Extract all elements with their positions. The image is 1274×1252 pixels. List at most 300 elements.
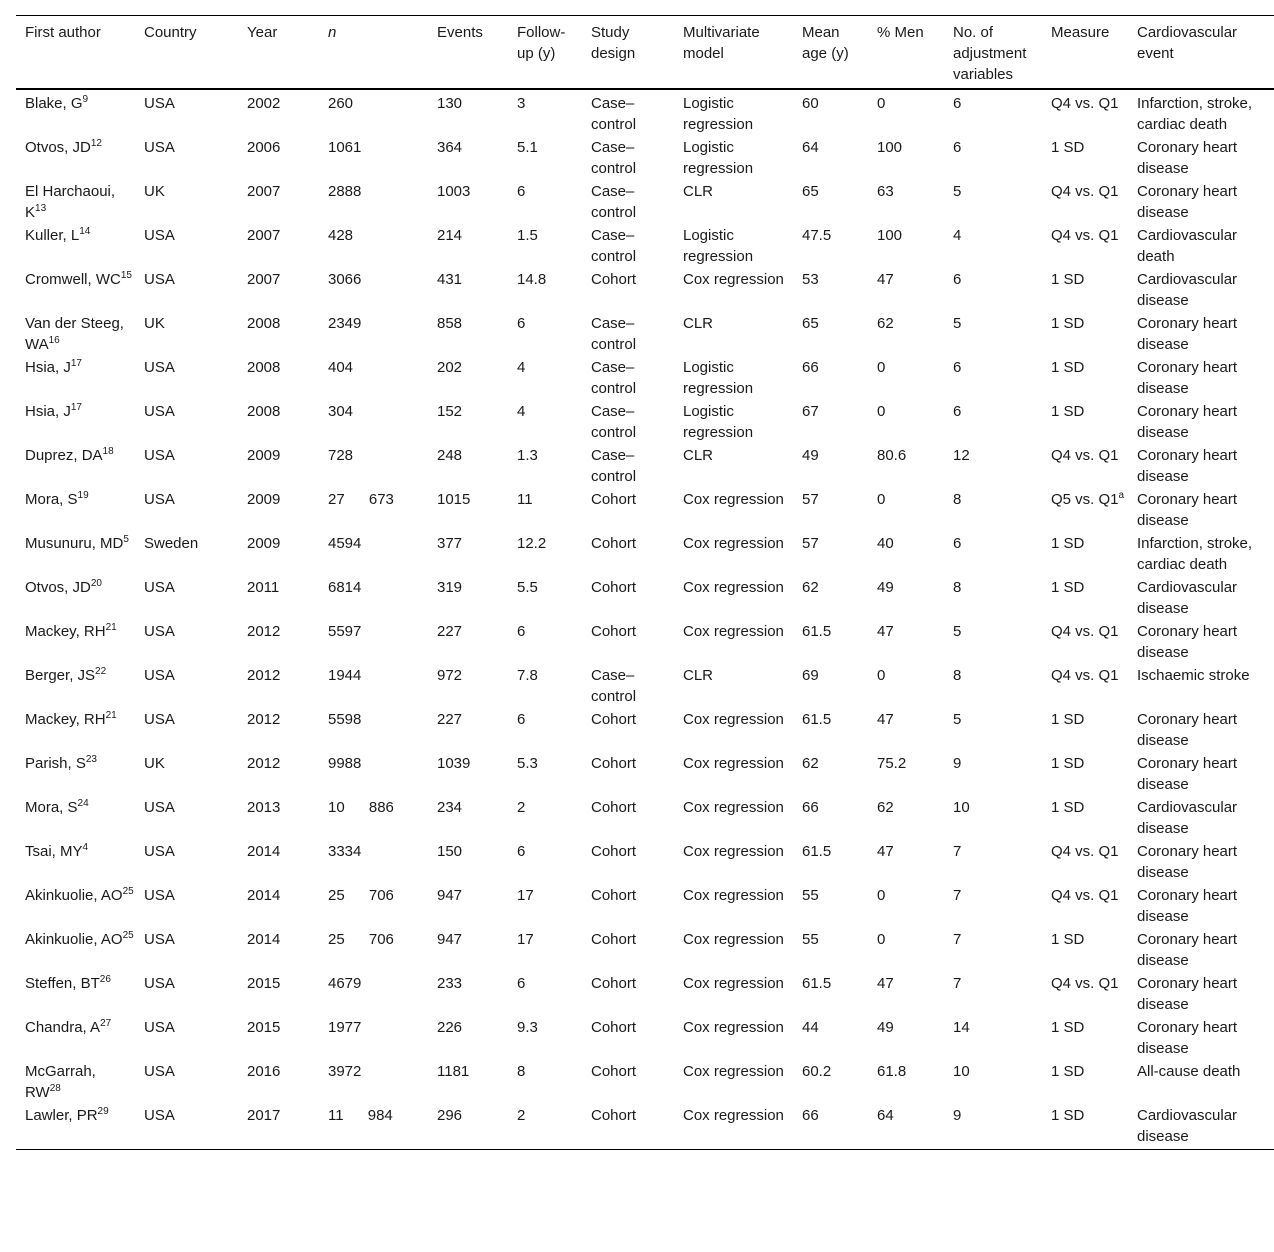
cell-design: Case–control: [591, 227, 637, 265]
table-row: [16, 1016, 1274, 1060]
table-row: [16, 136, 1274, 180]
cell-model: Cox regression: [683, 975, 784, 992]
reference-superscript: 28: [49, 1083, 61, 1094]
cell-men: 47: [877, 843, 894, 860]
cell-followup: 7.8: [517, 667, 538, 684]
cell-model: Cox regression: [683, 1063, 784, 1080]
cell-adjust: 4: [953, 227, 962, 244]
cell-year: 2013: [247, 799, 281, 816]
cell-adjust: 14: [953, 1019, 970, 1036]
column-header-year: Year: [247, 24, 278, 41]
cell-author: Musunuru, $MD^5$: [25, 534, 129, 552]
table-row: [16, 576, 1274, 620]
reference-superscript: 17: [70, 402, 82, 413]
cell-age: 49: [802, 447, 819, 464]
cell-men: 0: [877, 667, 886, 684]
table-header: [16, 16, 1274, 90]
cell-adjust: 9: [953, 755, 962, 772]
cell-followup: 5.1: [517, 139, 538, 156]
cell-measure: 1 SD: [1051, 271, 1085, 288]
cell-followup: 9.3: [517, 1019, 538, 1036]
cell-men: 64: [877, 1107, 894, 1124]
cell-model: CLR: [683, 315, 714, 332]
cell-n: 428: [328, 227, 354, 244]
table-row: [16, 488, 1274, 532]
cell-measure: 1 SD: [1051, 315, 1085, 332]
cell-measure: Q4 vs. Q1: [1051, 95, 1119, 112]
cell-events: 319: [437, 579, 463, 596]
column-header-country: Country: [144, 24, 197, 41]
cell-author: Lawler, PR$^{29}$: [25, 1106, 109, 1124]
cell-age: 57: [802, 491, 819, 508]
cell-men: 0: [877, 887, 886, 904]
cell-men: 80.6: [877, 447, 907, 464]
cell-followup: 17: [517, 887, 534, 904]
table-row: [16, 620, 1274, 664]
reference-superscript: 18: [102, 446, 114, 457]
cell-events: 296: [437, 1107, 463, 1124]
column-header-author: First author: [25, 24, 101, 41]
cell-age: 65: [802, 183, 819, 200]
cell-country: UK: [144, 183, 165, 200]
table-row: [16, 664, 1274, 708]
cell-measure: 1 SD: [1051, 1019, 1085, 1036]
cell-followup: 8: [517, 1063, 526, 1080]
cell-country: USA: [144, 1019, 175, 1036]
cell-year: 2012: [247, 755, 281, 772]
cell-design: Case–control: [591, 139, 637, 177]
cell-adjust: 6: [953, 359, 962, 376]
cell-model: Logistic regression: [683, 359, 754, 397]
cell-year: 2016: [247, 1063, 281, 1080]
reference-superscript: 4: [82, 842, 89, 853]
cell-n: 4679: [328, 975, 362, 992]
reference-superscript: 15: [120, 270, 132, 281]
cell-measure: 1 SD: [1051, 579, 1085, 596]
cell-author: El Harchaoui, $K^{13}$: [25, 183, 116, 221]
cell-age: 60: [802, 95, 819, 112]
cell-age: 47.5: [802, 227, 832, 244]
reference-superscript: 13: [35, 203, 47, 214]
cell-design: Case–control: [591, 667, 637, 705]
cell-men: 62: [877, 315, 894, 332]
reference-superscript: 12: [90, 138, 102, 149]
cell-event: Coronary heart disease: [1137, 843, 1238, 881]
cell-age: 44: [802, 1019, 819, 1036]
footnote-superscript: a: [1118, 490, 1125, 501]
cell-measure: Q4 vs. Q1: [1051, 975, 1119, 992]
cell-model: Cox regression: [683, 887, 784, 904]
table-row: [16, 972, 1274, 1016]
cell-men: 63: [877, 183, 894, 200]
cell-design: Case–control: [591, 315, 637, 353]
table-row: [16, 840, 1274, 884]
cell-year: 2009: [247, 535, 281, 552]
cell-country: USA: [144, 887, 175, 904]
cell-events: 227: [437, 623, 463, 640]
cell-events: 227: [437, 711, 463, 728]
cell-n: 25 706: [328, 887, 394, 904]
cell-model: Cox regression: [683, 491, 784, 508]
cell-author: Parish, $S^{23}$: [25, 754, 97, 772]
cell-n: 728: [328, 447, 354, 464]
cell-men: 61.8: [877, 1063, 907, 1080]
cell-model: Cox regression: [683, 1107, 784, 1124]
cell-adjust: 10: [953, 799, 970, 816]
cell-year: 2011: [247, 579, 280, 596]
cell-author: Chandra, $A^{27}$: [25, 1018, 112, 1036]
cell-author: Blake, $G^9$: [25, 94, 89, 112]
cell-event: Coronary heart disease: [1137, 887, 1238, 925]
reference-superscript: 29: [97, 1106, 109, 1117]
cell-n: 3066: [328, 271, 362, 288]
cell-measure: 1 SD: [1051, 799, 1085, 816]
cell-author: Akinkuolie, AO$^{25}$: [25, 930, 134, 948]
cell-event: Coronary heart disease: [1137, 975, 1238, 1013]
reference-superscript: 23: [85, 754, 97, 765]
cell-model: Cox regression: [683, 271, 784, 288]
cell-events: 226: [437, 1019, 463, 1036]
cell-events: 234: [437, 799, 463, 816]
column-header-measure: Measure: [1051, 24, 1110, 41]
cell-followup: 14.8: [517, 271, 547, 288]
cell-followup: 1.5: [517, 227, 538, 244]
cell-country: UK: [144, 755, 165, 772]
cell-year: 2008: [247, 359, 281, 376]
cell-men: 0: [877, 491, 886, 508]
cell-country: USA: [144, 491, 175, 508]
cell-year: 2009: [247, 491, 281, 508]
cell-event: Coronary heart disease: [1137, 711, 1238, 749]
cell-author: Hsia, $J^{17}$: [25, 358, 82, 376]
table-row: [16, 796, 1274, 840]
table-row: [16, 400, 1274, 444]
cell-year: 2006: [247, 139, 281, 156]
reference-superscript: 19: [77, 490, 89, 501]
cell-author: Mora, $S^{24}$: [25, 798, 89, 816]
cell-event: All-cause death: [1137, 1063, 1241, 1080]
cell-design: Cohort: [591, 931, 637, 948]
cell-events: 431: [437, 271, 463, 288]
cell-event: Coronary heart disease: [1137, 183, 1238, 221]
cell-event: Coronary heart disease: [1137, 623, 1238, 661]
cell-followup: 6: [517, 183, 526, 200]
cell-event: Ischaemic stroke: [1137, 667, 1250, 684]
column-header-n: n: [328, 24, 337, 41]
cell-model: CLR: [683, 667, 714, 684]
column-header-events: Events: [437, 24, 483, 41]
cell-n: 10 886: [328, 799, 394, 816]
cell-n: 6814: [328, 579, 362, 596]
reference-superscript: 25: [122, 930, 134, 941]
cell-design: Case–control: [591, 95, 637, 133]
cell-age: 61.5: [802, 711, 832, 728]
cell-country: USA: [144, 271, 175, 288]
cell-year: 2009: [247, 447, 281, 464]
cell-age: 62: [802, 579, 819, 596]
cell-men: 49: [877, 579, 894, 596]
cell-country: USA: [144, 975, 175, 992]
cell-measure: Q5 vs. Q1$^a$: [1051, 490, 1125, 508]
cell-adjust: 7: [953, 931, 962, 948]
cell-age: 66: [802, 359, 819, 376]
cell-adjust: 8: [953, 491, 962, 508]
cell-n: 9988: [328, 755, 362, 772]
cell-n: 5598: [328, 711, 362, 728]
cell-n: 1977: [328, 1019, 362, 1036]
table-body: [16, 89, 1274, 1150]
cell-n: 404: [328, 359, 354, 376]
cell-author: Kuller, $L^{14}$: [25, 226, 91, 244]
table-row: [16, 884, 1274, 928]
cell-measure: 1 SD: [1051, 755, 1085, 772]
cell-measure: Q4 vs. Q1: [1051, 183, 1119, 200]
cell-age: 67: [802, 403, 819, 420]
column-header-followup: Follow-up (y): [517, 24, 566, 62]
cell-measure: 1 SD: [1051, 1063, 1085, 1080]
cell-year: 2008: [247, 403, 281, 420]
reference-superscript: 27: [100, 1018, 112, 1029]
cell-measure: 1 SD: [1051, 711, 1085, 728]
cell-model: Cox regression: [683, 755, 784, 772]
cell-event: Coronary heart disease: [1137, 447, 1238, 485]
cell-events: 202: [437, 359, 463, 376]
cell-measure: Q4 vs. Q1: [1051, 227, 1119, 244]
cell-event: Coronary heart disease: [1137, 1019, 1238, 1057]
reference-superscript: 5: [123, 534, 129, 545]
cell-adjust: 6: [953, 403, 962, 420]
cell-year: 2012: [247, 667, 281, 684]
cell-author: Berger, JS$^{22}$: [25, 666, 107, 684]
cell-author: Akinkuolie, AO$^{25}$: [25, 886, 134, 904]
cell-event: Cardiovascular disease: [1137, 579, 1238, 617]
cell-followup: 12.2: [517, 535, 547, 552]
cell-followup: 4: [517, 359, 526, 376]
cell-year: 2007: [247, 183, 281, 200]
cell-event: Infarction, stroke, cardiac death: [1137, 95, 1253, 133]
cell-n: 27 673: [328, 491, 394, 508]
cell-age: 55: [802, 931, 819, 948]
cell-measure: Q4 vs. Q1: [1051, 887, 1119, 904]
cell-adjust: 6: [953, 95, 962, 112]
cell-events: 233: [437, 975, 463, 992]
cell-design: Cohort: [591, 535, 637, 552]
cell-model: Cox regression: [683, 623, 784, 640]
cell-country: USA: [144, 447, 175, 464]
cell-country: USA: [144, 359, 175, 376]
table-row: [16, 356, 1274, 400]
cell-men: 75.2: [877, 755, 907, 772]
cell-men: 47: [877, 623, 894, 640]
cell-adjust: 8: [953, 667, 962, 684]
cell-design: Cohort: [591, 271, 637, 288]
cell-men: 47: [877, 271, 894, 288]
cell-followup: 6: [517, 711, 526, 728]
cell-author: Otvos, JD$^{12}$: [25, 138, 102, 156]
cell-country: USA: [144, 227, 175, 244]
cell-measure: Q4 vs. Q1: [1051, 447, 1119, 464]
cell-adjust: 6: [953, 271, 962, 288]
cell-adjust: 6: [953, 535, 962, 552]
table-row: [16, 180, 1274, 224]
study-characteristics-table: [16, 15, 1274, 1150]
cell-year: 2017: [247, 1107, 281, 1124]
cell-men: 0: [877, 359, 886, 376]
cell-adjust: 7: [953, 975, 962, 992]
cell-design: Cohort: [591, 975, 637, 992]
cell-event: Cardiovascular disease: [1137, 799, 1238, 837]
reference-superscript: 24: [77, 798, 89, 809]
reference-superscript: 21: [105, 710, 117, 721]
cell-country: Sweden: [144, 535, 199, 552]
cell-age: 61.5: [802, 623, 832, 640]
table-row: [16, 1104, 1274, 1150]
cell-age: 69: [802, 667, 819, 684]
cell-year: 2012: [247, 711, 281, 728]
cell-design: Cohort: [591, 579, 637, 596]
cell-year: 2007: [247, 227, 281, 244]
cell-event: Coronary heart disease: [1137, 359, 1238, 397]
table-row: [16, 224, 1274, 268]
reference-superscript: 16: [48, 335, 60, 346]
cell-adjust: 7: [953, 887, 962, 904]
cell-n: 1061: [328, 139, 362, 156]
cell-events: 858: [437, 315, 463, 332]
cell-design: Case–control: [591, 403, 637, 441]
cell-age: 66: [802, 1107, 819, 1124]
cell-country: USA: [144, 403, 175, 420]
cell-country: USA: [144, 95, 175, 112]
cell-men: 47: [877, 711, 894, 728]
reference-superscript: 21: [105, 622, 117, 633]
cell-model: Logistic regression: [683, 403, 754, 441]
cell-events: 1181: [437, 1063, 470, 1080]
cell-year: 2015: [247, 1019, 281, 1036]
cell-author: Duprez, DA$^{18}$: [25, 446, 114, 464]
cell-age: 61.5: [802, 843, 832, 860]
cell-followup: 6: [517, 315, 526, 332]
cell-followup: 4: [517, 403, 526, 420]
column-header-age: Mean age (y): [802, 24, 849, 62]
cell-events: 152: [437, 403, 463, 420]
cell-event: Coronary heart disease: [1137, 931, 1238, 969]
cell-adjust: 7: [953, 843, 962, 860]
cell-model: Cox regression: [683, 535, 784, 552]
cell-men: 0: [877, 95, 886, 112]
cell-design: Case–control: [591, 359, 637, 397]
cell-n: 304: [328, 403, 354, 420]
cell-design: Cohort: [591, 711, 637, 728]
cell-country: USA: [144, 139, 175, 156]
table-row: [16, 928, 1274, 972]
cell-design: Cohort: [591, 623, 637, 640]
cell-events: 1039: [437, 755, 471, 772]
cell-events: 150: [437, 843, 463, 860]
cell-n: 25 706: [328, 931, 394, 948]
cell-measure: 1 SD: [1051, 359, 1085, 376]
cell-author: Mackey, RH$^{21}$: [25, 622, 117, 640]
reference-superscript: 9: [82, 94, 89, 105]
cell-events: 248: [437, 447, 463, 464]
cell-measure: 1 SD: [1051, 931, 1085, 948]
column-header-men: % Men: [877, 24, 924, 41]
cell-year: 2002: [247, 95, 281, 112]
table-row: [16, 268, 1274, 312]
cell-measure: 1 SD: [1051, 139, 1085, 156]
cell-country: USA: [144, 623, 175, 640]
cell-age: 55: [802, 887, 819, 904]
cell-events: 1003: [437, 183, 471, 200]
cell-year: 2012: [247, 623, 281, 640]
cell-adjust: 5: [953, 711, 962, 728]
cell-age: 60.2: [802, 1063, 832, 1080]
cell-followup: 17: [517, 931, 534, 948]
column-header-design: Study design: [591, 24, 636, 62]
cell-adjust: 12: [953, 447, 970, 464]
cell-author: Mora, $S^{19}$: [25, 490, 89, 508]
cell-model: Logistic regression: [683, 227, 754, 265]
cell-followup: 6: [517, 623, 526, 640]
cell-event: Cardiovascular death: [1137, 227, 1238, 265]
table-row: [16, 708, 1274, 752]
cell-age: 66: [802, 799, 819, 816]
table-row: [16, 1060, 1274, 1104]
cell-followup: 6: [517, 843, 526, 860]
cell-followup: 2: [517, 799, 526, 816]
cell-design: Cohort: [591, 799, 637, 816]
cell-design: Cohort: [591, 887, 637, 904]
table-row: [16, 752, 1274, 796]
cell-men: 49: [877, 1019, 894, 1036]
cell-followup: 5.5: [517, 579, 538, 596]
cell-model: CLR: [683, 183, 714, 200]
cell-age: 57: [802, 535, 819, 552]
cell-followup: 5.3: [517, 755, 538, 772]
cell-author: Cromwell, WC$^{15}$: [25, 270, 132, 288]
cell-event: Cardiovascular disease: [1137, 1107, 1238, 1145]
cell-measure: Q4 vs. Q1: [1051, 623, 1119, 640]
cell-design: Cohort: [591, 1107, 637, 1124]
cell-author: Tsai, $MY^4$: [25, 842, 89, 860]
reference-superscript: 25: [122, 886, 134, 897]
cell-country: USA: [144, 1107, 175, 1124]
cell-model: Cox regression: [683, 711, 784, 728]
cell-author: Van der Steeg, WA$^{16}$: [25, 315, 124, 353]
reference-superscript: 17: [70, 358, 82, 369]
cell-age: 62: [802, 755, 819, 772]
cell-events: 947: [437, 887, 463, 904]
cell-age: 61.5: [802, 975, 832, 992]
cell-event: Cardiovascular disease: [1137, 271, 1238, 309]
cell-age: 65: [802, 315, 819, 332]
cell-men: 100: [877, 139, 903, 156]
cell-author: Steffen, BT$^{26}$: [25, 974, 111, 992]
cell-year: 2015: [247, 975, 281, 992]
cell-n: 2349: [328, 315, 362, 332]
cell-followup: 6: [517, 975, 526, 992]
cell-author: McGarrah, RW$^{28}$: [25, 1063, 96, 1101]
cell-model: Cox regression: [683, 579, 784, 596]
cell-men: 0: [877, 931, 886, 948]
cell-event: Coronary heart disease: [1137, 403, 1238, 441]
cell-author: Hsia, $J^{17}$: [25, 402, 82, 420]
cell-followup: 3: [517, 95, 526, 112]
cell-events: 947: [437, 931, 463, 948]
reference-superscript: 14: [79, 226, 91, 237]
cell-model: Cox regression: [683, 1019, 784, 1036]
cell-n: 2888: [328, 183, 362, 200]
cell-year: 2014: [247, 843, 281, 860]
